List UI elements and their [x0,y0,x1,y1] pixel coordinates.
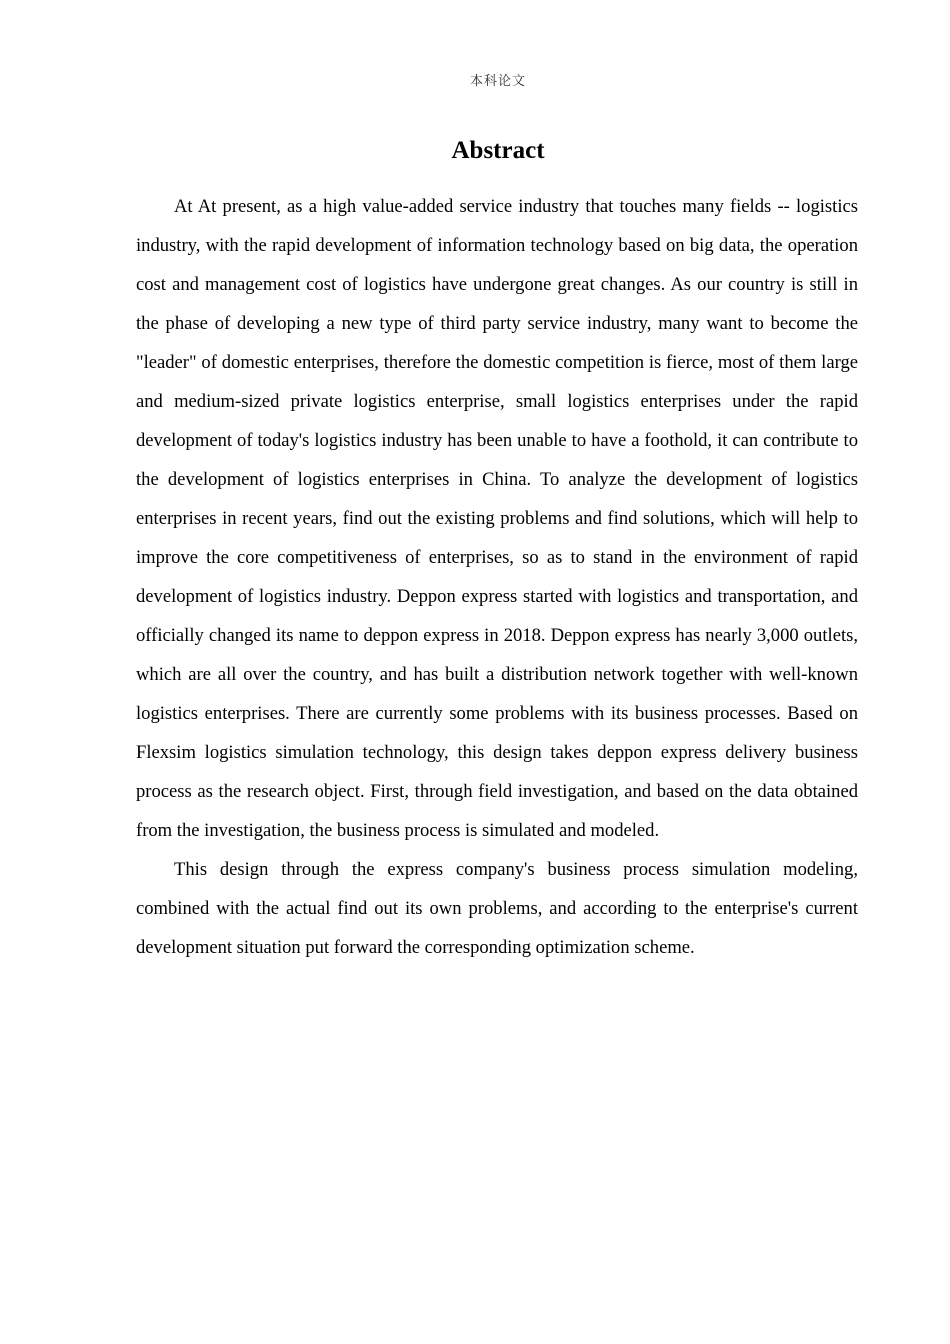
abstract-body [136,187,858,967]
abstract-paragraph-2: This design through the express company's business process simulation modeling, combined with the actual find out its own problems, and according to the enterprise's current development situation put forward the corresponding optimization scheme. [136,859,858,958]
abstract-title: Abstract [451,137,545,164]
abstract-paragraph-1: At At present, as a high value-added service industry that touches many fields -- logistics industry, with the rapid development of information technology based on big data, the operation cost and management cost of logistics have undergone great changes. As our country is still in the phase of developing a new type of third party service industry, many want to become the "leader" of domestic enterprises, therefore the domestic competition is fierce, most of them large and medium-sized private logistics enterprise, small logistics enterprises under the rapid development of today's logistics industry has been unable to have a foothold, it can contribute to the development of logistics enterprises in China. To analyze the development of logistics enterprises in recent years, find out the existing problems and find solutions, which will help to improve the core competitiveness of enterprises, so as to stand in the environment of rapid development of logistics industry. Deppon express started with logistics and transportation, and officially changed its name to deppon express in 2018. Deppon express has nearly 3,000 outlets, which are all over the country, and has built a distribution network together with well-known logistics enterprises. There are currently some problems with its business processes. Based on Flexsim logistics simulation technology, this design takes deppon express delivery business process as the research object. First, through field investigation, and based on the data obtained from the investigation, the business process is simulated and modeled. [136,196,858,841]
running-header: 本科论文 [469,74,526,89]
